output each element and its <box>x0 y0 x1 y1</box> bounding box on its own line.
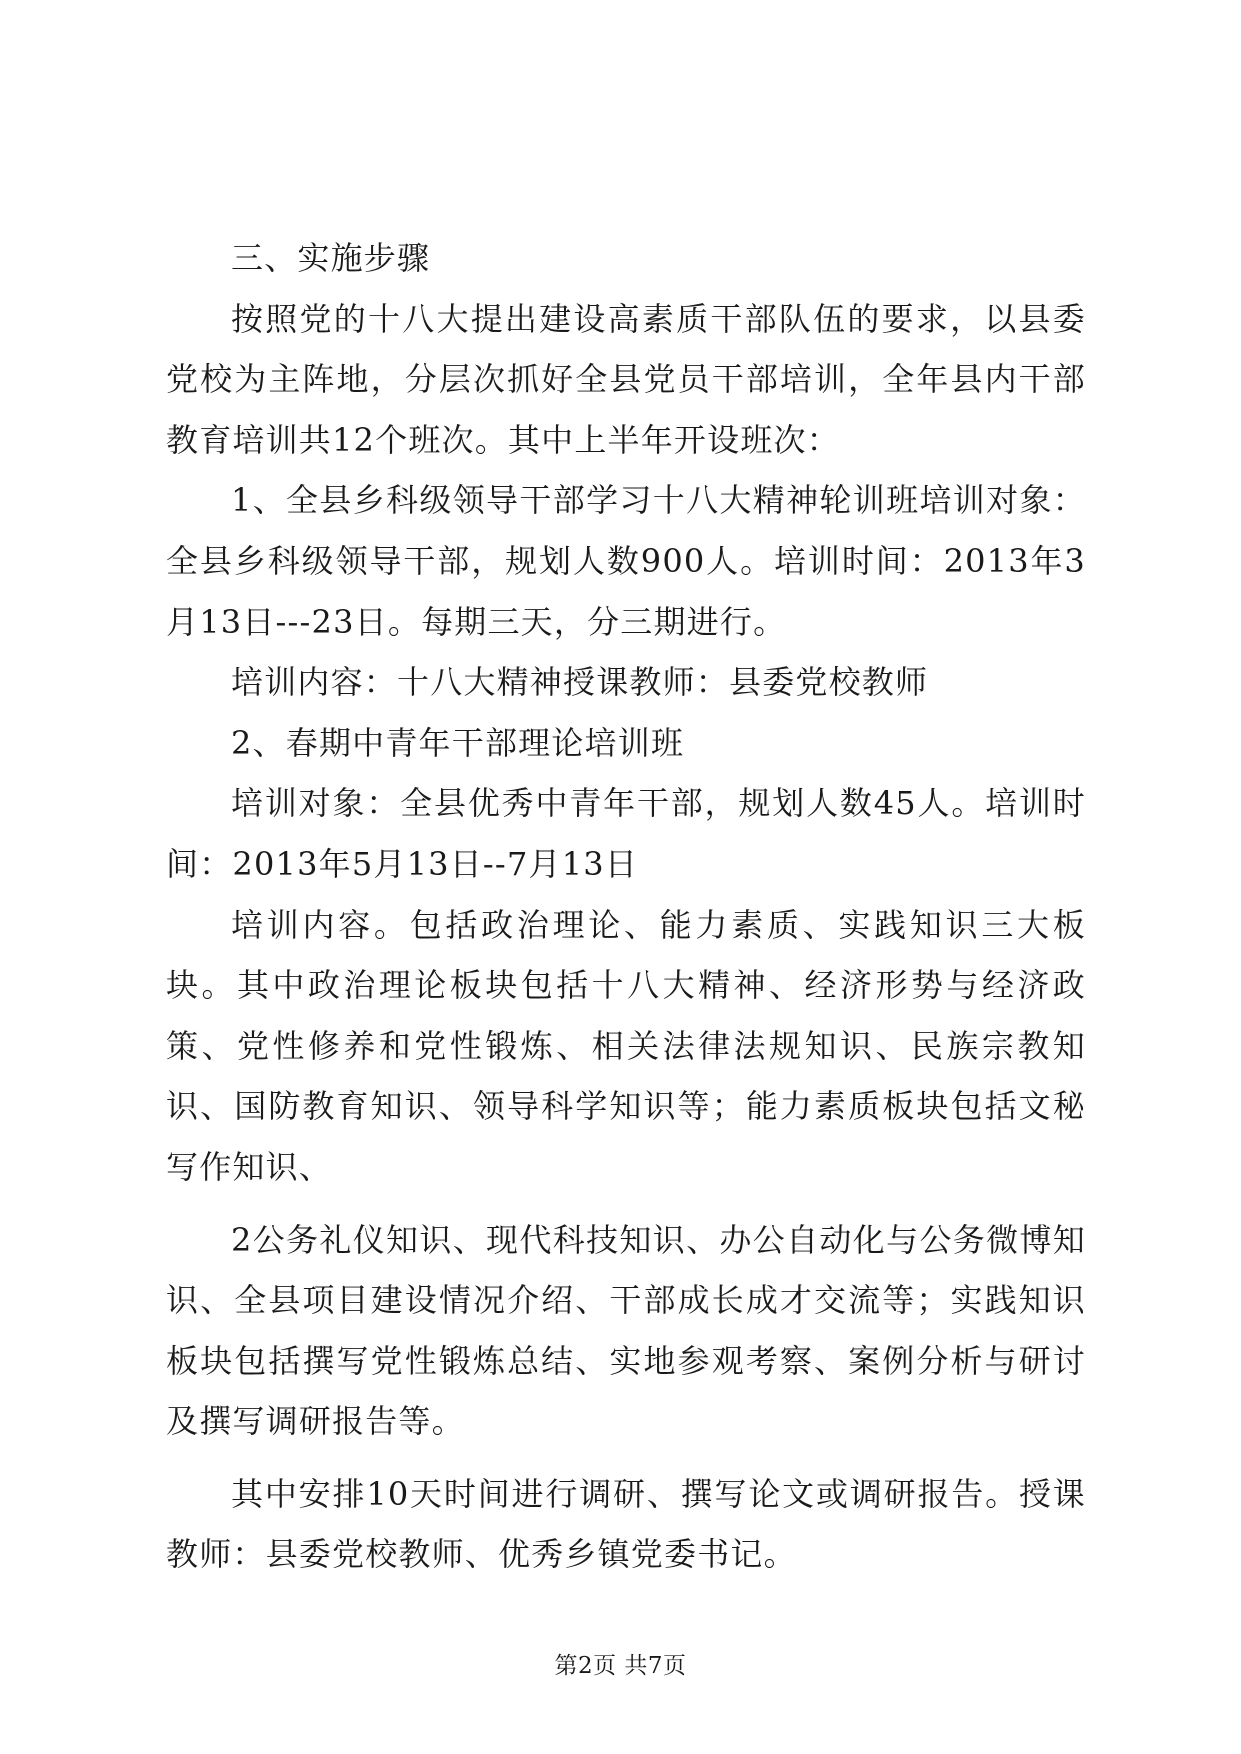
paragraph-class-2-content: 培训内容。包括政治理论、能力素质、实践知识三大板块。其中政治理论板块包括十八大精神、经济形势与经济政策、党性修养和党性锻炼、相关法律法规知识、民族宗教知识、国防教育知识、领导科学知识等；能力素质板块包括文秘写作知识、 <box>166 905 1086 1186</box>
document-body <box>166 228 1086 1585</box>
paragraph-research-arrangement: 其中安排10天时间进行调研、撰写论文或调研报告。授课教师：县委党校教师、优秀乡镇党委书记。 <box>166 1474 1086 1574</box>
section-heading: 三、实施步骤 <box>231 239 431 277</box>
paragraph-class-2-target: 培训对象：全县优秀中青年干部，规划人数45人。培训时间：2013年5月13日--7月13日 <box>166 784 1086 883</box>
paragraph-intro: 按照党的十八大提出建设高素质干部队伍的要求，以县委党校为主阵地，分层次抓好全县党员干部培训，全年县内干部教育培训共12个班次。其中上半年开设班次： <box>166 299 1086 459</box>
page-number-footer: 第2页 共7页 <box>554 1653 687 1679</box>
paragraph-class-2-title: 2、春期中青年干部理论培训班 <box>231 723 685 762</box>
paragraph-class-1-content: 培训内容：十八大精神授课教师：县委党校教师 <box>231 663 929 702</box>
paragraph-class-2-content-cont: 2公务礼仪知识、现代科技知识、办公自动化与公务微博知识、全县项目建设情况介绍、干部成长成才交流等；实践知识板块包括撰写党性锻炼总结、实地参观考察、案例分析与研讨及撰写调研报告等。 <box>166 1220 1086 1441</box>
paragraph-class-1: 1、全县乡科级领导干部学习十八大精神轮训班培训对象：全县乡科级领导干部，规划人数900人。培训时间：2013年3月13日---23日。每期三天，分三期进行。 <box>166 481 1086 641</box>
